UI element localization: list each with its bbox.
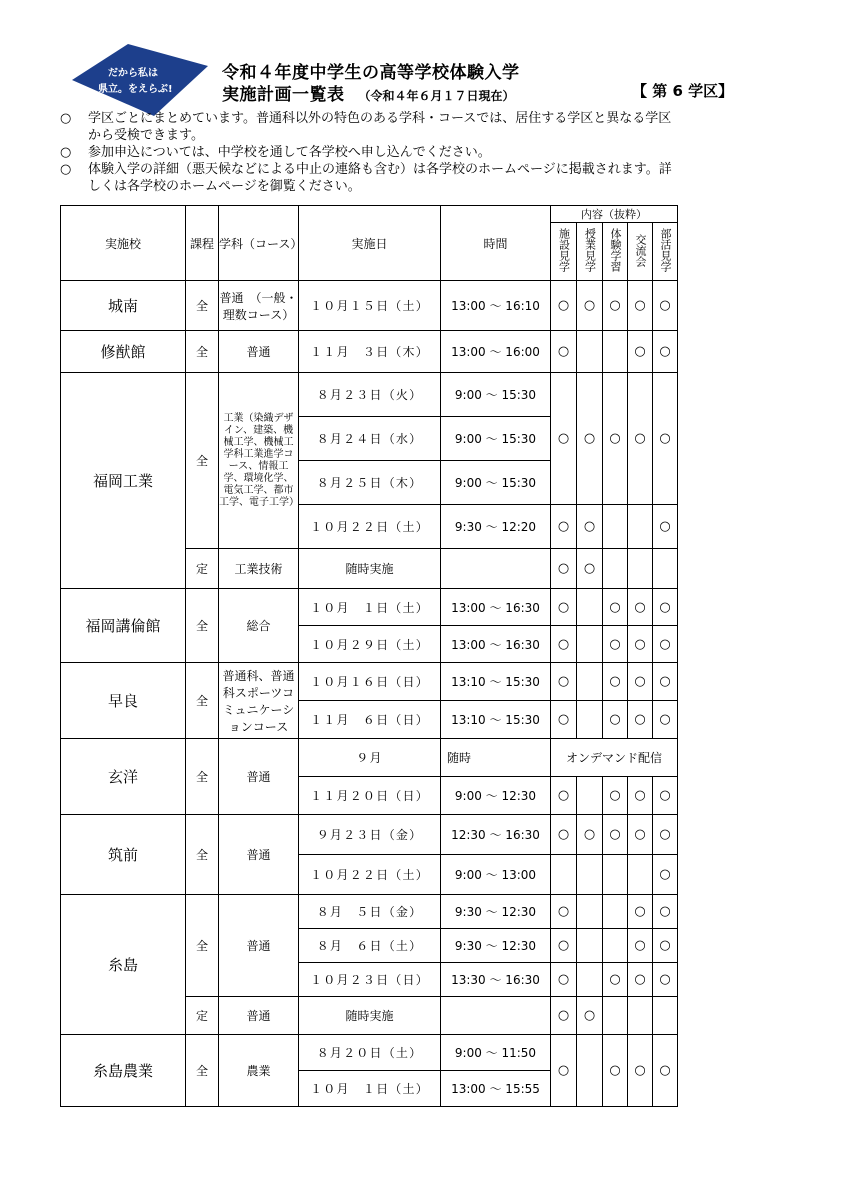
mark-cell: ○ <box>653 626 678 663</box>
mark-cell: ○ <box>603 373 628 505</box>
header-date: 実施日 <box>299 206 441 281</box>
date-cell: １０月１５日（土） <box>299 281 441 331</box>
empty-cell <box>628 997 653 1035</box>
empty-cell <box>577 701 603 739</box>
empty-cell <box>603 549 628 589</box>
header-time: 時間 <box>441 206 551 281</box>
time-cell: 13:10 ～ 15:30 <box>441 663 551 701</box>
date-cell: ８月 ６日（土） <box>299 929 441 963</box>
mark-cell: ○ <box>653 701 678 739</box>
page-subtitle: 実施計画一覧表 （令和４年６月１７日現在） <box>222 85 515 105</box>
time-cell: 13:30 ～ 16:30 <box>441 963 551 997</box>
empty-cell <box>441 997 551 1035</box>
course-cell: 全 <box>186 663 219 739</box>
empty-cell <box>577 777 603 815</box>
mark-cell: ○ <box>653 815 678 855</box>
school-name: 早良 <box>61 663 186 739</box>
course-cell: 全 <box>186 331 219 373</box>
time-cell: 9:00 ～ 12:30 <box>441 777 551 815</box>
dept-cell: 普通 <box>219 739 299 815</box>
date-cell: ８月２５日（木） <box>299 461 441 505</box>
note-item <box>60 110 680 144</box>
mark-cell: ○ <box>603 626 628 663</box>
dept-cell: 総合 <box>219 589 299 663</box>
time-cell: 13:00 ～ 16:00 <box>441 331 551 373</box>
mark-cell: ○ <box>603 963 628 997</box>
empty-cell <box>653 997 678 1035</box>
school-name: 玄洋 <box>61 739 186 815</box>
table-row <box>61 815 678 855</box>
dept-cell: 普通科、普通科スポーツコミュニケーションコース <box>219 663 299 739</box>
mark-cell: ○ <box>628 589 653 626</box>
empty-cell <box>441 549 551 589</box>
empty-cell <box>603 855 628 895</box>
empty-cell <box>603 505 628 549</box>
note-text: 体験入学の詳細（悪天候などによる中止の連絡も含む）は各学校のホームページに掲載されます。詳しくは各学校のホームページを御覧ください。 <box>88 162 672 194</box>
mark-cell: ○ <box>603 589 628 626</box>
logo-line1: だから私は <box>108 68 158 79</box>
dept-cell: 普通 <box>219 331 299 373</box>
mark-cell: ○ <box>551 963 577 997</box>
mark-cell: ○ <box>551 549 577 589</box>
mark-cell: ○ <box>603 281 628 331</box>
date-cell: ８月２４日（水） <box>299 417 441 461</box>
mark-cell: ○ <box>603 701 628 739</box>
school-name: 修猷館 <box>61 331 186 373</box>
time-cell: 9:30 ～ 12:20 <box>441 505 551 549</box>
mark-cell: ○ <box>653 855 678 895</box>
table-row <box>61 1035 678 1071</box>
date-cell: １０月 １日（土） <box>299 1071 441 1107</box>
mark-cell: ○ <box>551 589 577 626</box>
empty-cell <box>603 895 628 929</box>
header-sub-exchange: 交流会 <box>628 223 653 281</box>
mark-cell: ○ <box>653 373 678 505</box>
time-cell: 9:00 ～ 13:00 <box>441 855 551 895</box>
note-item <box>60 161 680 195</box>
mark-cell: ○ <box>577 281 603 331</box>
as-of-date: （令和４年６月１７日現在） <box>358 89 515 103</box>
date-cell: １０月２９日（土） <box>299 626 441 663</box>
mark-cell: ○ <box>551 815 577 855</box>
course-cell: 全 <box>186 895 219 997</box>
mark-cell: ○ <box>551 281 577 331</box>
empty-cell <box>577 855 603 895</box>
mark-cell: ○ <box>628 963 653 997</box>
empty-cell <box>628 549 653 589</box>
time-cell: 9:30 ～ 12:30 <box>441 929 551 963</box>
mark-cell: ○ <box>551 663 577 701</box>
dept-cell: 農業 <box>219 1035 299 1107</box>
school-name: 糸島 <box>61 895 186 1035</box>
dept-cell: 工業（染織デザイン、建築、機械工学、機械工学科工業進学コース、情報工学、環境化学、電気工学、都市工学、電子工学） <box>219 373 299 549</box>
time-cell: 9:00 ～ 15:30 <box>441 417 551 461</box>
mark-cell: ○ <box>577 997 603 1035</box>
table-row <box>61 895 678 929</box>
date-cell: ８月２０日（土） <box>299 1035 441 1071</box>
dept-cell: 普通 （一般・理数コース） <box>219 281 299 331</box>
mark-cell: ○ <box>628 929 653 963</box>
date-cell: １０月２２日（土） <box>299 855 441 895</box>
time-cell: 13:00 ～ 16:30 <box>441 626 551 663</box>
date-cell: 随時実施 <box>299 997 441 1035</box>
course-cell: 全 <box>186 815 219 895</box>
date-cell: １０月２３日（日） <box>299 963 441 997</box>
mark-cell: ○ <box>653 505 678 549</box>
note-text: 学区ごとにまとめています。普通科以外の特色のある学科・コースでは、居住する学区と異なる学区から受検できます。 <box>88 111 672 143</box>
prefecture-logo <box>68 42 210 118</box>
empty-cell <box>577 331 603 373</box>
empty-cell <box>577 1035 603 1107</box>
schedule-table <box>60 205 678 1107</box>
mark-cell: ○ <box>551 626 577 663</box>
mark-cell: ○ <box>551 373 577 505</box>
mark-cell: ○ <box>603 663 628 701</box>
mark-cell: ○ <box>628 777 653 815</box>
mark-cell: ○ <box>628 895 653 929</box>
date-cell: １１月２０日（日） <box>299 777 441 815</box>
mark-cell: ○ <box>653 589 678 626</box>
date-cell: ８月 ５日（金） <box>299 895 441 929</box>
empty-cell <box>603 997 628 1035</box>
page-header <box>0 0 848 205</box>
mark-cell: ○ <box>628 663 653 701</box>
time-cell: 9:30 ～ 12:30 <box>441 895 551 929</box>
header-sub-class: 授業見学 <box>577 223 603 281</box>
course-cell: 全 <box>186 739 219 815</box>
dept-cell: 普通 <box>219 895 299 997</box>
empty-cell <box>577 663 603 701</box>
mark-cell: ○ <box>577 373 603 505</box>
mark-cell: ○ <box>628 701 653 739</box>
mark-cell: ○ <box>551 1035 577 1107</box>
note-text: 参加申込については、中学校を通して各学校へ申し込んでください。 <box>88 145 491 160</box>
header-school: 実施校 <box>61 206 186 281</box>
date-cell: ８月２３日（火） <box>299 373 441 417</box>
time-cell: 9:00 ～ 11:50 <box>441 1035 551 1071</box>
mark-cell: ○ <box>551 701 577 739</box>
empty-cell <box>577 626 603 663</box>
time-cell: 13:00 ～ 16:30 <box>441 589 551 626</box>
table-row <box>61 281 678 331</box>
empty-cell <box>603 929 628 963</box>
course-cell: 全 <box>186 1035 219 1107</box>
mark-cell: ○ <box>653 1035 678 1107</box>
course-cell: 定 <box>186 997 219 1035</box>
mark-cell: ○ <box>577 505 603 549</box>
mark-cell: ○ <box>551 997 577 1035</box>
note-item <box>60 144 680 161</box>
mark-cell: ○ <box>628 331 653 373</box>
dept-cell: 普通 <box>219 997 299 1035</box>
header-sub-facility: 施設見学 <box>551 223 577 281</box>
school-name: 筑前 <box>61 815 186 895</box>
empty-cell <box>577 963 603 997</box>
mark-cell: ○ <box>551 505 577 549</box>
time-cell: 12:30 ～ 16:30 <box>441 815 551 855</box>
empty-cell <box>577 895 603 929</box>
notes-list <box>60 110 680 195</box>
date-cell: １０月２２日（土） <box>299 505 441 549</box>
mark-cell: ○ <box>653 895 678 929</box>
empty-cell <box>577 589 603 626</box>
course-cell: 全 <box>186 281 219 331</box>
date-cell: １１月 ３日（木） <box>299 331 441 373</box>
header-sub-experience: 体験学習 <box>603 223 628 281</box>
mark-cell: ○ <box>551 777 577 815</box>
date-cell: ９月２３日（金） <box>299 815 441 855</box>
date-cell: １０月 １日（土） <box>299 589 441 626</box>
header-course: 課程 <box>186 206 219 281</box>
time-cell: 13:10 ～ 15:30 <box>441 701 551 739</box>
course-cell: 定 <box>186 549 219 589</box>
mark-cell: ○ <box>628 815 653 855</box>
note-bullet: ○ <box>60 162 72 177</box>
table-row <box>61 589 678 626</box>
empty-cell <box>603 331 628 373</box>
school-name: 福岡工業 <box>61 373 186 589</box>
date-cell: １０月１６日（日） <box>299 663 441 701</box>
empty-cell <box>653 549 678 589</box>
table-row <box>61 373 678 417</box>
dept-cell: 工業技術 <box>219 549 299 589</box>
course-cell: 全 <box>186 373 219 549</box>
header-content: 内容（抜粋） <box>551 206 678 223</box>
empty-cell <box>628 855 653 895</box>
mark-cell: ○ <box>577 815 603 855</box>
mark-cell: ○ <box>551 331 577 373</box>
dept-cell: 普通 <box>219 815 299 895</box>
date-cell: １１月 ６日（日） <box>299 701 441 739</box>
time-cell: 13:00 ～ 15:55 <box>441 1071 551 1107</box>
on-demand-note: オンデマンド配信 <box>551 739 678 777</box>
mark-cell: ○ <box>551 929 577 963</box>
empty-cell <box>628 505 653 549</box>
mark-cell: ○ <box>551 895 577 929</box>
mark-cell: ○ <box>653 331 678 373</box>
time-cell: 随時 <box>441 739 551 777</box>
header-dept: 学科（コース） <box>219 206 299 281</box>
school-name: 福岡講倫館 <box>61 589 186 663</box>
logo-line2: 県立。をえらぶ! <box>98 84 173 95</box>
note-bullet: ○ <box>60 145 72 160</box>
header-sub-club: 部活見学 <box>653 223 678 281</box>
mark-cell: ○ <box>603 815 628 855</box>
mark-cell: ○ <box>628 1035 653 1107</box>
school-name: 糸島農業 <box>61 1035 186 1107</box>
mark-cell: ○ <box>628 373 653 505</box>
empty-cell <box>577 929 603 963</box>
table-row <box>61 331 678 373</box>
school-name: 城南 <box>61 281 186 331</box>
mark-cell: ○ <box>603 777 628 815</box>
table-row <box>61 663 678 701</box>
note-bullet: ○ <box>60 111 72 126</box>
mark-cell: ○ <box>628 281 653 331</box>
table-row <box>61 739 678 777</box>
time-cell: 9:00 ～ 15:30 <box>441 461 551 505</box>
time-cell: 13:00 ～ 16:10 <box>441 281 551 331</box>
empty-cell <box>551 855 577 895</box>
mark-cell: ○ <box>653 777 678 815</box>
date-cell: ９月 <box>299 739 441 777</box>
mark-cell: ○ <box>628 626 653 663</box>
date-cell: 随時実施 <box>299 549 441 589</box>
mark-cell: ○ <box>577 549 603 589</box>
page-title: 令和４年度中学生の高等学校体験入学 <box>222 63 520 83</box>
course-cell: 全 <box>186 589 219 663</box>
mark-cell: ○ <box>653 929 678 963</box>
district-label: 【 第 6 学区】 <box>632 82 734 100</box>
mark-cell: ○ <box>653 663 678 701</box>
time-cell: 9:00 ～ 15:30 <box>441 373 551 417</box>
mark-cell: ○ <box>653 281 678 331</box>
mark-cell: ○ <box>653 963 678 997</box>
mark-cell: ○ <box>603 1035 628 1107</box>
